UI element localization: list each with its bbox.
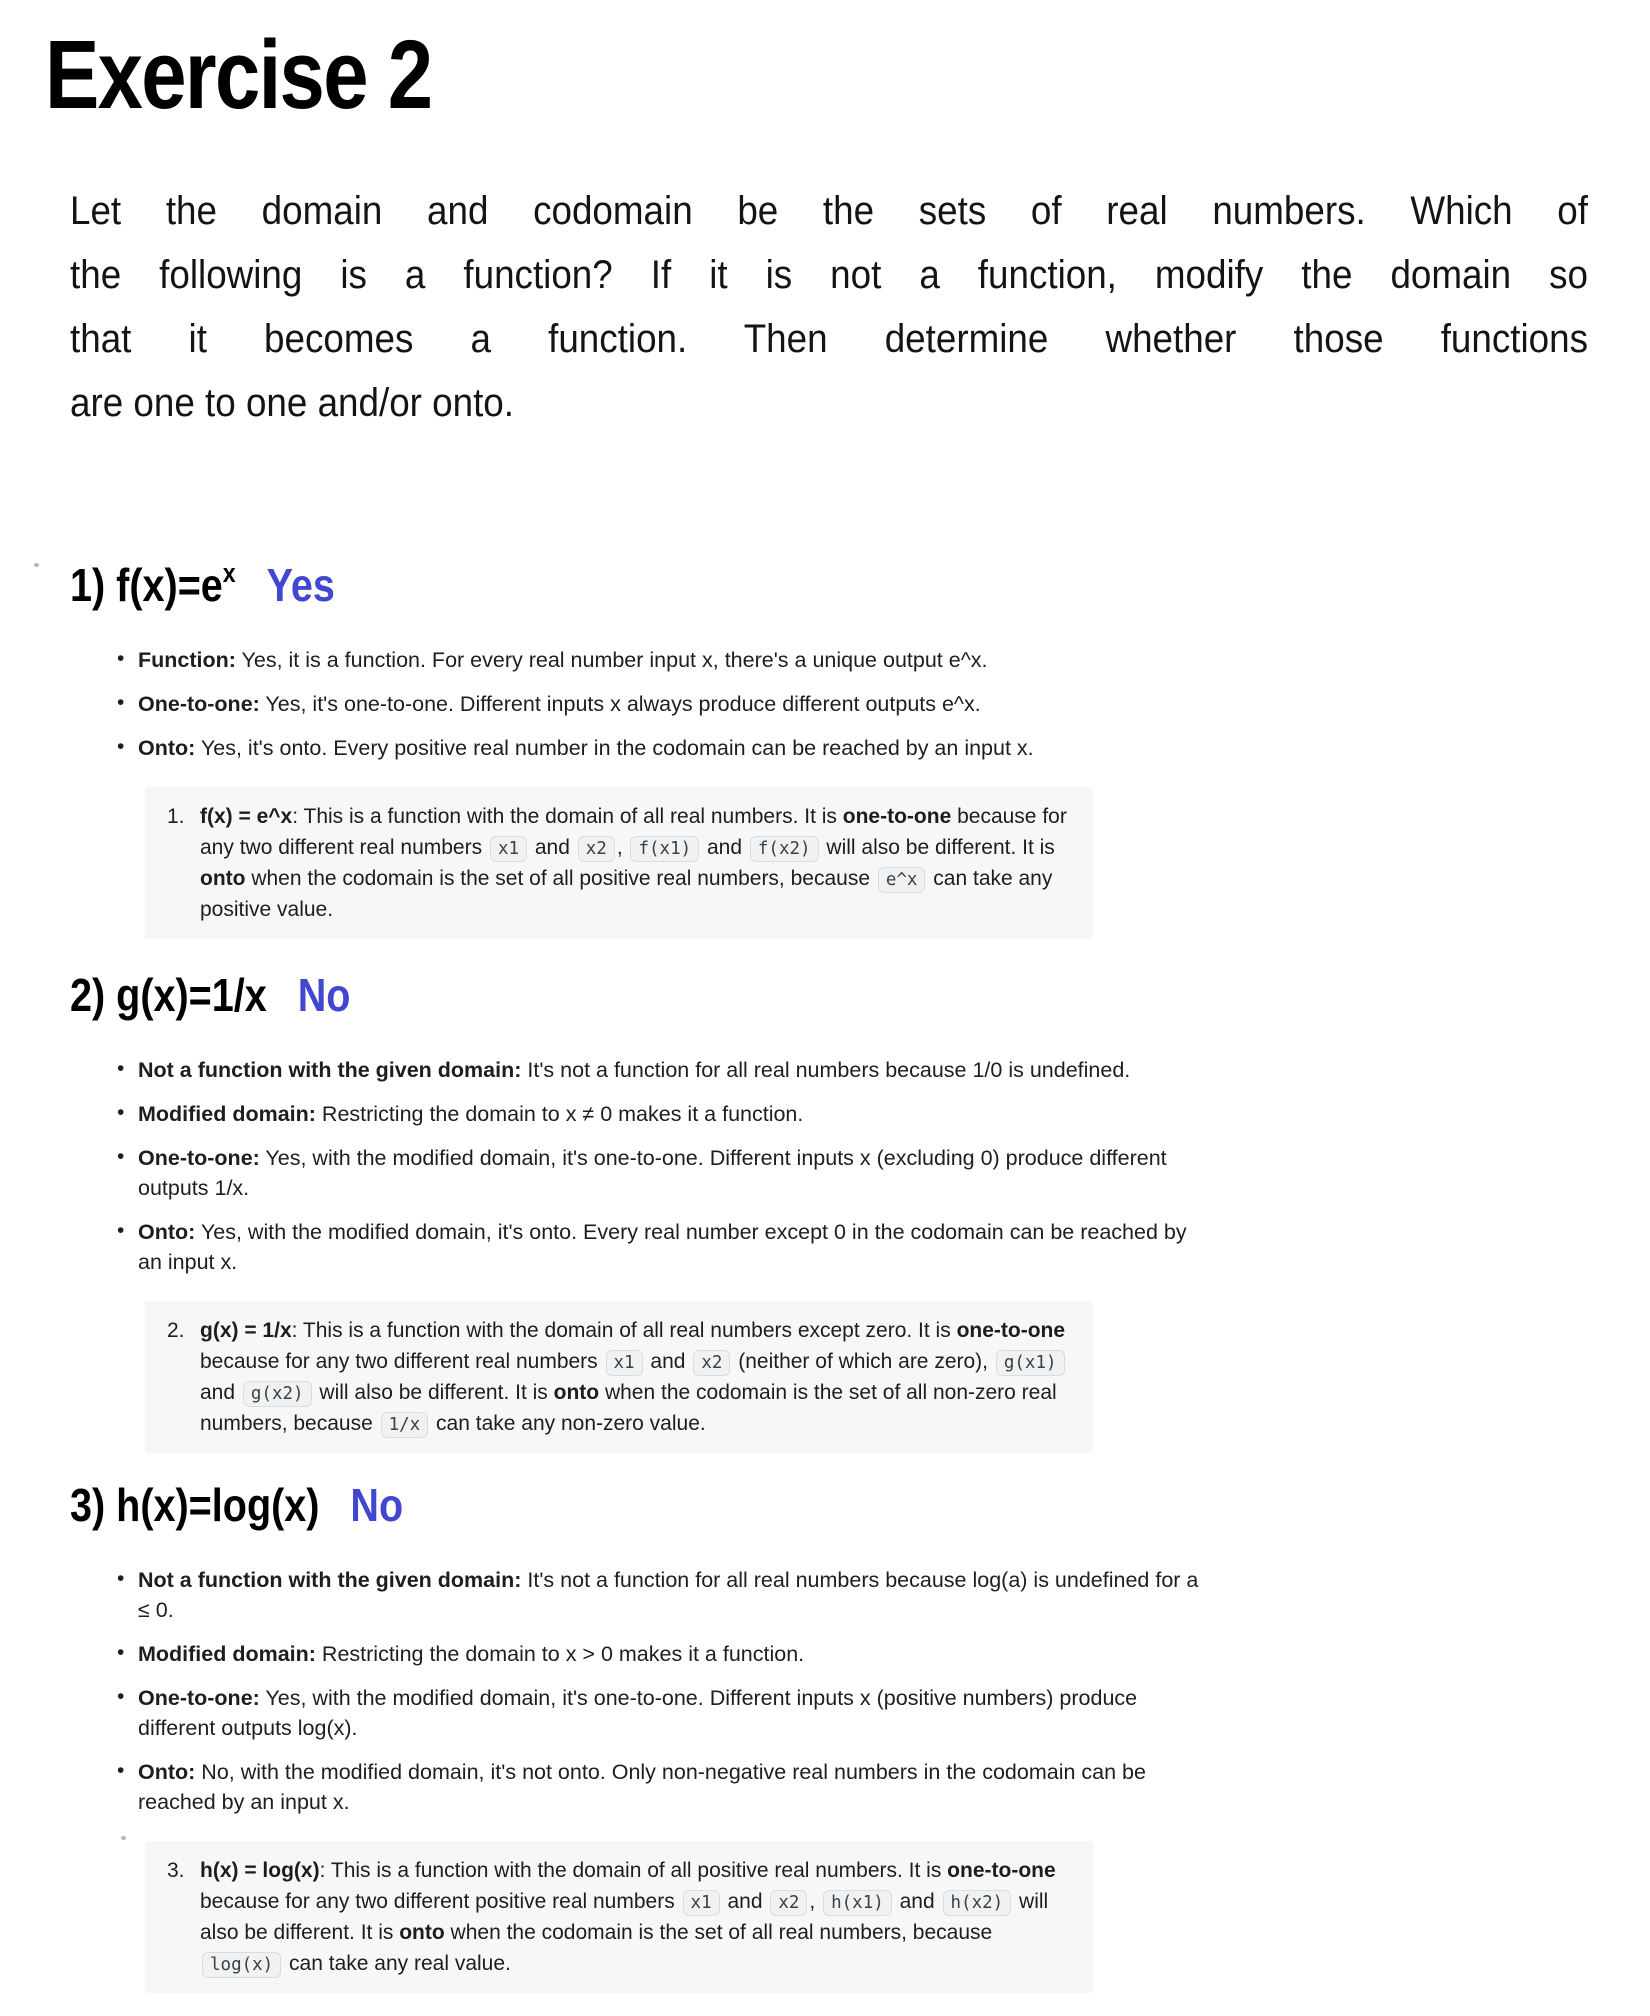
- text-segment: will also be different. It is: [820, 836, 1055, 859]
- text-segment: can take any positive value.: [200, 867, 1053, 921]
- text-segment: Yes, it's one-to-one. Different inputs x always produce different outputs e^x.: [259, 692, 981, 716]
- text-segment: 3) h(x)=log(x): [70, 1479, 320, 1531]
- text-segment: : This is a function with the domain of all real numbers. It is: [292, 805, 843, 828]
- bullet-item: [138, 1565, 1203, 1625]
- text-segment: Restricting the domain to x ≠ 0 makes it a function.: [315, 1102, 804, 1126]
- intro-line: Let the domain and codomain be the sets of real numbers. Which of: [70, 189, 1588, 233]
- text-segment: h(x) = log(x): [200, 1859, 320, 1882]
- text-segment: onto: [399, 1921, 445, 1944]
- verdict-label: No: [297, 969, 351, 1021]
- exercise-section: [0, 547, 1650, 939]
- section-heading: [70, 547, 335, 611]
- text-segment: Yes, with the modified domain, it's one-to-one. Different inputs x (excluding 0) produce different outputs 1/x.: [138, 1146, 1167, 1200]
- code-chip: h(x2): [943, 1890, 1012, 1916]
- code-chip: x1: [490, 836, 527, 862]
- code-chip: x2: [693, 1350, 730, 1376]
- analysis-bullet-list: [0, 645, 1650, 763]
- text-segment: Onto:: [138, 736, 196, 760]
- text-segment: will also be different. It is: [200, 1890, 1049, 1944]
- text-segment: because for any two different real numbers: [200, 1350, 604, 1373]
- text-segment: onto: [200, 867, 246, 890]
- text-segment: when the codomain is the set of all real numbers, because: [444, 1921, 993, 1944]
- text-segment: can take any non-zero value.: [430, 1412, 706, 1435]
- text-segment: one-to-one: [956, 1319, 1066, 1342]
- code-chip: log(x): [202, 1952, 281, 1978]
- intro-line: the following is a function? If it is not a function, modify the domain so: [70, 253, 1588, 297]
- text-segment: Function:: [138, 648, 236, 672]
- text-segment: It's not a function for all real numbers because log(a) is undefined for a ≤ 0.: [138, 1568, 1199, 1622]
- analysis-bullet-list: [0, 1055, 1650, 1277]
- note-content: [200, 1859, 1056, 1975]
- text-segment: 1) f(x)=e: [70, 559, 223, 611]
- bullet-item: [138, 1757, 1203, 1817]
- text-segment: Not a function with the given domain:: [138, 1568, 522, 1592]
- code-chip: f(x1): [630, 836, 699, 862]
- code-chip: x1: [683, 1890, 720, 1916]
- explanation-note-text: [167, 801, 1071, 925]
- text-segment: when the codomain is the set of all positive real numbers, because: [245, 867, 876, 890]
- function-formula: [70, 559, 236, 611]
- text-segment: Yes, with the modified domain, it's onto. Every real number except 0 in the codomain can be reached by an input x.: [138, 1220, 1187, 1274]
- text-segment: can take any real value.: [283, 1952, 511, 1975]
- verdict-label: Yes: [266, 559, 335, 611]
- verdict-label: No: [350, 1479, 404, 1531]
- stray-mark: [34, 563, 39, 567]
- code-chip: h(x1): [823, 1890, 892, 1916]
- text-segment: x: [222, 558, 236, 588]
- note-number: 3.: [167, 1859, 185, 1882]
- text-segment: when the codomain is the set of all non-zero real numbers, because: [200, 1381, 1057, 1435]
- code-chip: x2: [770, 1890, 807, 1916]
- bullet-item: [138, 1217, 1203, 1277]
- intro-paragraph: [70, 179, 1588, 435]
- text-segment: and: [200, 1381, 241, 1404]
- text-segment: g(x) = 1/x: [200, 1319, 292, 1342]
- code-chip: 1/x: [381, 1412, 429, 1438]
- text-segment: and: [893, 1890, 941, 1913]
- explanation-note-box: [145, 1841, 1093, 1993]
- text-segment: Yes, it is a function. For every real number input x, there's a unique output e^x.: [235, 648, 988, 672]
- code-chip: f(x2): [750, 836, 819, 862]
- text-segment: one-to-one: [842, 805, 952, 828]
- bullet-item: [138, 1639, 1203, 1669]
- text-segment: Modified domain:: [138, 1102, 316, 1126]
- text-segment: ,: [616, 836, 629, 859]
- bullet-item: [138, 689, 1203, 719]
- section-heading: [70, 969, 350, 1021]
- section-heading: [70, 1479, 403, 1531]
- text-segment: (neither of which are zero),: [732, 1350, 994, 1373]
- text-segment: and: [644, 1350, 692, 1373]
- text-segment: Not a function with the given domain:: [138, 1058, 522, 1082]
- text-segment: because for any two different real numbers: [200, 805, 1067, 859]
- note-content: [200, 805, 1067, 921]
- code-chip: x2: [578, 836, 615, 862]
- text-segment: and: [701, 836, 748, 859]
- explanation-note-box: [145, 787, 1093, 939]
- code-chip: g(x1): [996, 1350, 1065, 1376]
- intro-line: that it becomes a function. Then determine whether those functions: [70, 317, 1588, 361]
- text-segment: because for any two different positive real numbers: [200, 1890, 681, 1913]
- explanation-note-text: [167, 1855, 1071, 1979]
- text-segment: It's not a function for all real numbers because 1/0 is undefined.: [521, 1058, 1131, 1082]
- text-segment: : This is a function with the domain of all positive real numbers. It is: [319, 1859, 948, 1882]
- text-segment: No, with the modified domain, it's not onto. Only non-negative real numbers in the codomain can be reached by an input x.: [138, 1760, 1146, 1814]
- text-segment: One-to-one:: [138, 692, 260, 716]
- text-segment: Onto:: [138, 1220, 196, 1244]
- stray-mark: [121, 1836, 126, 1840]
- note-number: 1.: [167, 805, 185, 828]
- explanation-note-box: [145, 1301, 1093, 1453]
- code-chip: e^x: [878, 867, 926, 893]
- text-segment: ,: [809, 1890, 822, 1913]
- page-title: Exercise 2: [45, 20, 432, 129]
- bullet-item: [138, 733, 1203, 763]
- text-segment: : This is a function with the domain of all real numbers except zero. It is: [291, 1319, 957, 1342]
- function-formula: [70, 969, 267, 1021]
- note-number: 2.: [167, 1319, 185, 1342]
- explanation-note-text: [167, 1315, 1071, 1439]
- analysis-bullet-list: [0, 1565, 1650, 1817]
- code-chip: x1: [606, 1350, 643, 1376]
- text-segment: Modified domain:: [138, 1642, 316, 1666]
- bullet-item: [138, 1683, 1203, 1743]
- bullet-item: [138, 1143, 1203, 1203]
- exercise-section: [0, 969, 1650, 1453]
- bullet-item: [138, 1055, 1203, 1085]
- text-segment: one-to-one: [947, 1859, 1056, 1882]
- text-segment: will also be different. It is: [313, 1381, 554, 1404]
- text-segment: and: [721, 1890, 769, 1913]
- bullet-item: [138, 1099, 1203, 1129]
- intro-line: are one to one and/or onto.: [70, 381, 515, 425]
- text-segment: onto: [553, 1381, 600, 1404]
- text-segment: f(x) = e^x: [200, 805, 293, 828]
- exercise-sections: [0, 547, 1650, 1993]
- note-content: [200, 1319, 1067, 1435]
- text-segment: One-to-one:: [138, 1686, 260, 1710]
- text-segment: Yes, it's onto. Every positive real number in the codomain can be reached by an input x.: [195, 736, 1034, 760]
- exercise-section: [0, 1479, 1650, 1993]
- text-segment: Yes, with the modified domain, it's one-to-one. Different inputs x (positive numbers) produce different outputs log(x).: [138, 1686, 1138, 1740]
- text-segment: One-to-one:: [138, 1146, 260, 1170]
- text-segment: and: [529, 836, 576, 859]
- bullet-item: [138, 645, 1203, 675]
- text-segment: Onto:: [138, 1760, 196, 1784]
- text-segment: Restricting the domain to x > 0 makes it a function.: [315, 1642, 805, 1666]
- function-formula: [70, 1479, 319, 1531]
- text-segment: 2) g(x)=1/x: [70, 969, 267, 1021]
- code-chip: g(x2): [243, 1381, 312, 1407]
